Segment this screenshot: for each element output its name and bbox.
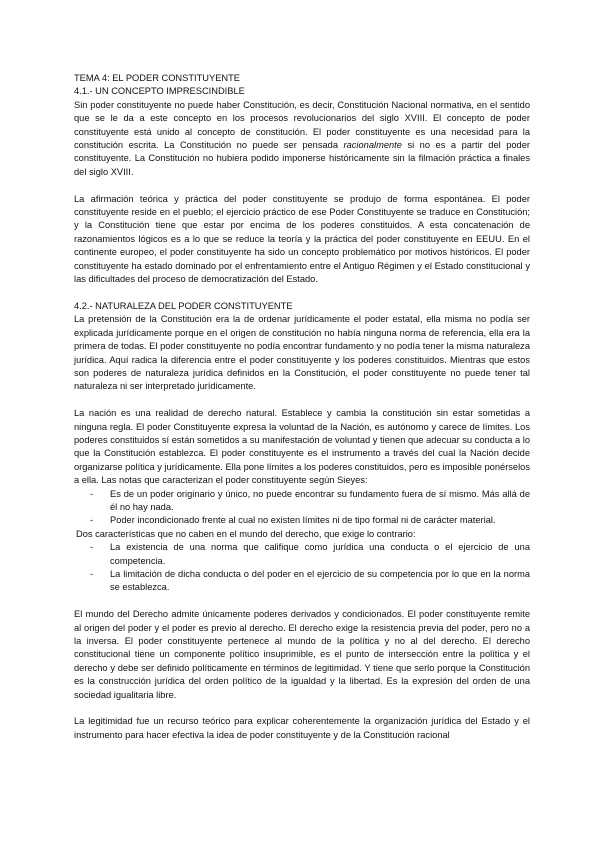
paragraph-text: si no es a partir del poder constituyente. La Constitución no hubiera podido imponerse históricamente sin la filmación práctica a finales del siglo XVIII.: [74, 140, 530, 177]
emphasis-racionalmente: racionalmente: [343, 140, 402, 151]
list-sieyes-notes: [74, 488, 530, 528]
paragraph-4-2-d: La legitimidad fue un recurso teórico para explicar coherentemente la organización jurídica del Estado y el instrumento para hacer efectiva la idea de poder constituyente y de la Constitución racional: [74, 716, 530, 740]
list-law-requirements: [74, 541, 530, 595]
document-body: [74, 72, 530, 742]
dash-bullet: -: [90, 568, 94, 579]
list-item-text: La limitación de dicha conducta o del poder en el ejercicio de su competencia por lo que en la norma se establezca.: [110, 568, 530, 593]
paragraph-4-1-a: [74, 99, 530, 179]
list-item: [74, 541, 530, 568]
paragraph-4-1-b: La afirmación teórica y práctica del poder constituyente se produjo de forma espontánea. El poder constituyente reside en el pueblo; el ejercicio práctico de ese Poder Constituyente se traduce en Constitución; y la Constitución tiene que estar por encima de los poderes constituidos. A esta concatenación de razonamientos lógicos es a lo que se reduce la teoría y la práctica del poder constituyente en EEUU. En el continente europeo, el poder constituyente ha sido un concepto problemático por motivos históricos. El poder constituyente ha estado dominado por el enfrentamiento entre el Antiguo Régimen y el Estado constitucional y las dificultades del proceso de democratización del Estado.: [74, 193, 530, 285]
paragraph-4-2-c: El mundo del Derecho admite únicamente poderes derivados y condicionados. El poder constituyente remite al origen del poder y el poder es previo al derecho. El derecho exige la resistencia previa del poder, pero no a la inversa. El poder constituyente pertenece al mundo de la política y no al del derecho. El derecho constitucional tiene un componente político insuprimible, es el punto de intersección entre la política y el derecho y debe ser definido políticamente en términos de legitimidad. Y tiene que serlo porque la Constitución es la construcción jurídica del orden político de la igualdad y la libertad. Es la expresión del orden de una sociedad igualitaria libre.: [74, 609, 530, 700]
list-item: [74, 488, 530, 515]
section-heading-4-2: 4.2.- NATURALEZA DEL PODER CONSTITUYENTE: [74, 300, 293, 311]
list-item: [74, 514, 530, 527]
paragraph-text: Sin poder constituyente no puede haber Constitución, es decir, Constitución Nacional normativa, en el sentido que se le da a este concepto en los procesos revolucionarios del siglo XVIII. El concepto de poder constituyente está unido al concepto de constitución. El poder constituyente es una necesidad para la constitución escrita. La Constitución no puede ser pensada: [74, 99, 530, 151]
document-title: TEMA 4: EL PODER CONSTITUYENTE: [74, 73, 240, 83]
list-item: [74, 568, 530, 595]
list-item-text: La existencia de una norma que califique como jurídica una conducta o el ejercicio de una competencia.: [110, 542, 530, 566]
dash-bullet: -: [90, 515, 94, 526]
section-heading-4-1: 4.1.- UN CONCEPTO IMPRESCINDIBLE: [74, 86, 245, 97]
paragraph-4-2-b: La nación es una realidad de derecho natural. Establece y cambia la constitución sin estar sometidas a ninguna regla. El poder Constituyente expresa la voluntad de la Nación, es autónomo y carece de límites. Los poderes constituidos sí están sometidos a su manifestación de voluntad y tienen que adecuar su conducta a lo que la Constitución establezca. El poder constituyente es el instrumento a través del cual la Nación decide organizarse política y jurídicamente. Ella pone límites a los poderes constituidos, pero es imposible ponérselos a ella. Las notas que caracterizan el poder constituyente según Sieyes:: [74, 408, 530, 486]
dash-bullet: -: [90, 542, 94, 553]
list-intro: Dos características que no caben en el mundo del derecho, que exige lo contrario:: [76, 528, 416, 539]
list-item-text: Poder incondicionado frente al cual no existen límites ni de tipo formal ni de carácter material.: [110, 515, 496, 526]
dash-bullet: -: [90, 488, 94, 499]
paragraph-4-2-a: La pretensión de la Constitución era la de ordenar jurídicamente el poder estatal, ella misma no podía ser explicada jurídicamente porque en el origen de constitución no había ninguna norma de referencia, ella era la primera de todas. El poder constituyente no podía encontrar fundamento y no podía tener la misma naturaleza jurídica. Aquí radica la diferencia entre el poder constituyente y los poderes constituidos. Mientras que estos son poderes de naturaleza jurídica definidos en la Constitución, el poder constituyente no puede tener tal naturaleza ni ser interpretado jurídicamente.: [74, 314, 530, 392]
list-item-text: Es de un poder originario y único, no puede encontrar su fundamento fuera de sí mismo. Más allá de él no hay nada.: [110, 488, 530, 512]
